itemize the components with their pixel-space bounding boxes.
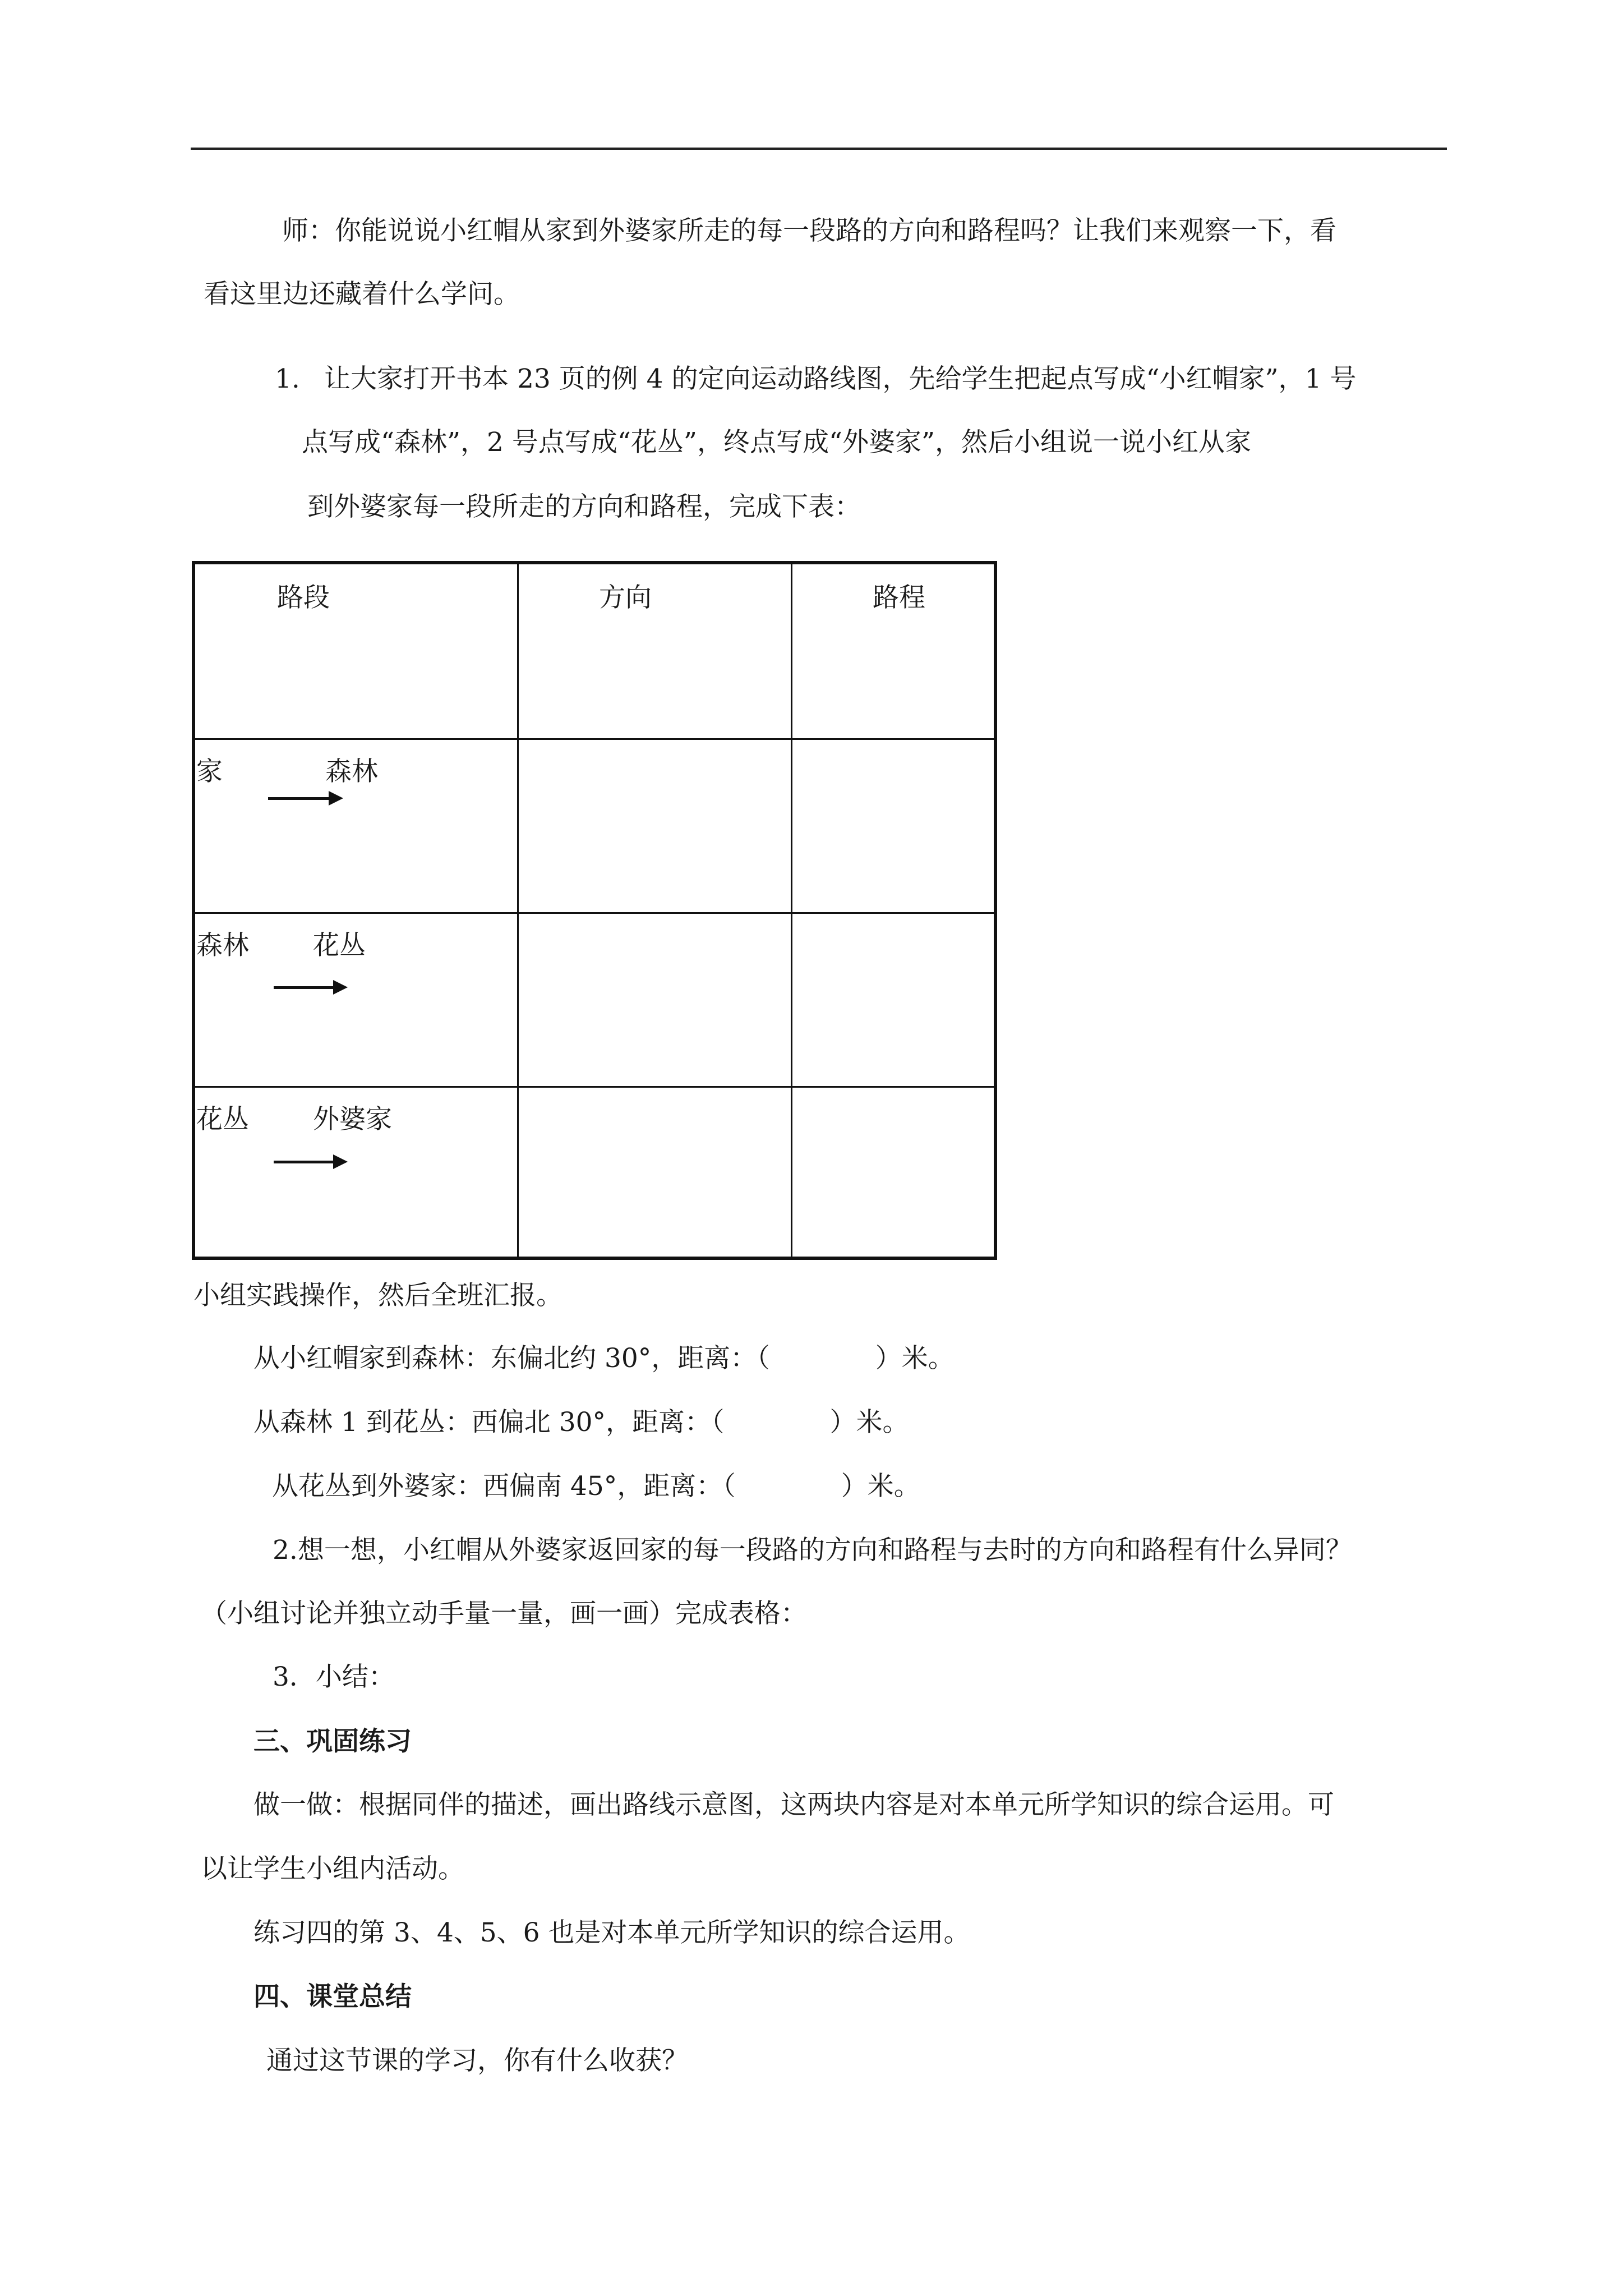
item1-line-3: 到外婆家每一段所走的方向和路程，完成下表：: [307, 491, 861, 522]
section4-line-1: 通过这节课的学习，你有什么收获？: [266, 2045, 688, 2076]
item1-line-2: 点写成“森林”，2 号点写成“花丛”，终点写成“外婆家”，然后小组说一说小红从家: [302, 427, 1252, 458]
header-rule: [191, 148, 1447, 150]
report-line: 从花丛到外婆家：西偏南 45°，距离：（ ）米。: [272, 1471, 920, 1502]
section3-line-3: 练习四的第 3、4、5、6 也是对本单元所学知识的综合运用。: [253, 1917, 970, 1948]
right-arrow-icon: [274, 986, 334, 989]
report-line: 从森林 1 到花丛：西偏北 30°，距离：（ ）米。: [253, 1407, 909, 1438]
after-table-text: 小组实践操作，然后全班汇报。: [193, 1280, 562, 1311]
intro-line-1: 师：你能说说小红帽从家到外婆家所走的每一段路的方向和路程吗？让我们来观察一下，看: [282, 215, 1336, 246]
table-divider: [791, 564, 792, 1257]
table-row-to: 森林: [325, 756, 378, 787]
table-row-to: 外婆家: [313, 1104, 392, 1135]
item3-summary: 3．小结：: [273, 1662, 395, 1692]
item2-line-2: （小组讨论并独立动手量一量，画一画）完成表格：: [201, 1598, 807, 1629]
report-line: 从小红帽家到森林：东偏北约 30°，距离：（ ）米。: [253, 1343, 955, 1374]
section3-line-2: 以让学生小组内活动。: [201, 1853, 464, 1884]
right-arrow-icon: [268, 797, 330, 800]
table-divider: [195, 738, 994, 740]
table-divider: [195, 912, 994, 914]
item1-number: 1.: [275, 364, 300, 394]
item1-line-1: 让大家打开书本 23 页的例 4 的定向运动路线图，先给学生把起点写成“小红帽家”，1 号: [324, 364, 1357, 394]
table-header-segment: 路段: [277, 582, 330, 613]
table-row-from: 花丛: [196, 1104, 249, 1135]
table-header-direction: 方向: [599, 582, 652, 613]
item2-line-1: 2.想一想，小红帽从外婆家返回家的每一段路的方向和路程与去时的方向和路程有什么异同？: [273, 1535, 1352, 1566]
table-divider: [517, 564, 519, 1257]
table-header-distance: 路程: [873, 582, 925, 613]
section3-line-1: 做一做：根据同伴的描述，画出路线示意图，这两块内容是对本单元所学知识的综合运用。可: [253, 1789, 1334, 1820]
table-row-to: 花丛: [313, 930, 366, 961]
table-divider: [195, 1086, 994, 1088]
intro-line-2: 看这里边还藏着什么学问。: [204, 279, 520, 310]
route-table: [192, 561, 997, 1260]
right-arrow-icon: [274, 1161, 334, 1163]
section4-heading: 四、课堂总结: [253, 1981, 412, 2012]
table-row-from: 森林: [196, 930, 249, 961]
table-row-from: 家: [196, 756, 223, 787]
section3-heading: 三、巩固练习: [253, 1726, 412, 1757]
